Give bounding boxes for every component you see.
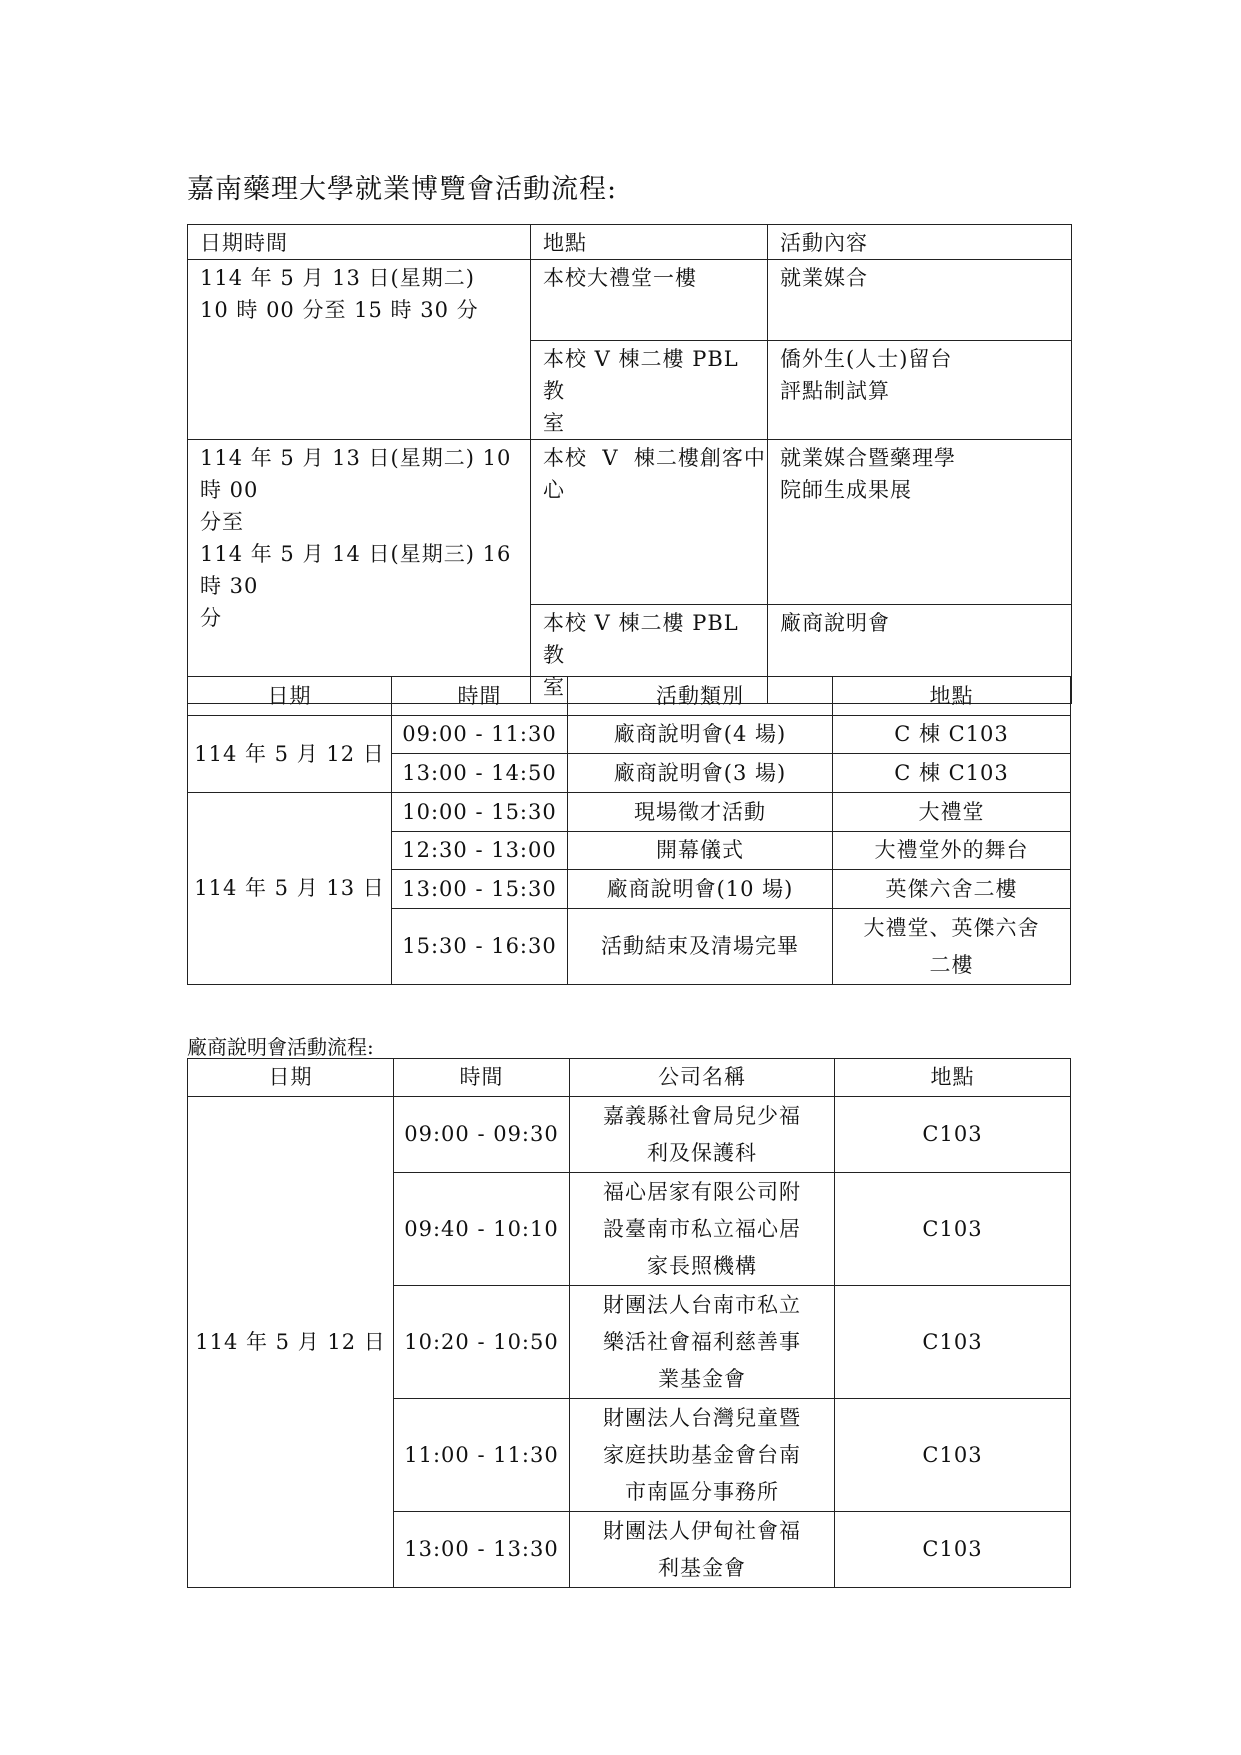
table-row — [188, 793, 1071, 832]
location-line: 二樓 — [929, 952, 974, 977]
time-cell: 10:00 - 15:30 — [392, 793, 568, 832]
table-header-row — [188, 677, 1071, 716]
datetime-line: 114 年 5 月 14 日(星期三) 16 時 30 — [200, 542, 512, 598]
type-cell: 活動結束及清場完畢 — [568, 909, 833, 985]
header-cell: 時間 — [394, 1059, 570, 1097]
datetime-line: 10 時 00 分至 15 時 30 分 — [200, 298, 479, 322]
header-cell: 活動類別 — [568, 677, 833, 716]
content-cell — [768, 341, 1072, 440]
company-presentation-table — [187, 1058, 1071, 1588]
location-cell: 大禮堂外的舞台 — [833, 832, 1071, 870]
content-line: 就業媒合暨藥理學 — [780, 446, 956, 470]
location-cell: C103 — [835, 1097, 1071, 1173]
header-cell: 地點 — [835, 1059, 1071, 1097]
company-line: 嘉義縣社會局兒少福 — [603, 1103, 801, 1128]
table-row — [188, 1097, 1071, 1173]
time-cell: 12:30 - 13:00 — [392, 832, 568, 870]
header-cell: 日期 — [188, 1059, 394, 1097]
location-line: 室 — [543, 411, 565, 435]
time-cell: 10:20 - 10:50 — [394, 1286, 570, 1399]
table-header-row — [188, 225, 1072, 260]
content-line: 僑外生(人士)留台 — [780, 347, 953, 371]
header-cell: 日期 — [188, 677, 392, 716]
datetime-line: 分至 — [200, 510, 244, 534]
section-subtitle: 廠商說明會活動流程: — [187, 1035, 374, 1059]
company-line: 設臺南市私立福心居 — [603, 1216, 801, 1241]
company-line: 市南區分事務所 — [625, 1479, 779, 1504]
type-cell: 廠商說明會(10 場) — [568, 870, 833, 909]
location-cell: 大禮堂 — [833, 793, 1071, 832]
type-cell: 現場徵才活動 — [568, 793, 833, 832]
type-cell: 開幕儀式 — [568, 832, 833, 870]
time-cell: 13:00 - 14:50 — [392, 754, 568, 793]
company-line: 福心居家有限公司附 — [603, 1179, 801, 1204]
location-cell: C103 — [835, 1512, 1071, 1588]
location-cell — [531, 260, 768, 341]
location-line: 本校 V 棟二樓 PBL 教 — [543, 347, 739, 403]
time-cell: 13:00 - 13:30 — [394, 1512, 570, 1588]
schedule-table-activities — [187, 676, 1071, 985]
company-line: 家庭扶助基金會台南 — [603, 1442, 801, 1467]
location-line: 本校大禮堂一樓 — [543, 266, 697, 290]
content-line: 院師生成果展 — [780, 478, 912, 502]
table-header-row — [188, 1059, 1071, 1097]
header-cell: 時間 — [392, 677, 568, 716]
content-line: 廠商說明會 — [780, 611, 890, 635]
header-cell: 日期時間 — [188, 225, 531, 260]
location-cell — [531, 440, 768, 605]
company-line: 財團法人台南市私立 — [603, 1292, 801, 1317]
type-cell: 廠商說明會(4 場) — [568, 716, 833, 754]
page-title: 嘉南藥理大學就業博覽會活動流程: — [187, 174, 618, 205]
company-line: 業基金會 — [658, 1366, 746, 1391]
table-row — [188, 716, 1071, 754]
time-cell: 11:00 - 11:30 — [394, 1399, 570, 1512]
time-cell: 09:40 - 10:10 — [394, 1173, 570, 1286]
content-cell — [768, 260, 1072, 341]
type-cell: 廠商說明會(3 場) — [568, 754, 833, 793]
location-line: 本校 V 棟二樓 PBL 教 — [543, 611, 739, 667]
location-cell: C103 — [835, 1286, 1071, 1399]
location-cell — [833, 909, 1071, 985]
location-line: 大禮堂、英傑六舍 — [863, 915, 1040, 940]
company-line: 利及保護科 — [647, 1140, 757, 1165]
company-line: 樂活社會福利慈善事 — [603, 1329, 801, 1354]
header-cell: 地點 — [833, 677, 1071, 716]
location-cell: C 棟 C103 — [833, 716, 1071, 754]
time-cell: 09:00 - 09:30 — [394, 1097, 570, 1173]
table-row — [188, 260, 1072, 341]
time-cell: 09:00 - 11:30 — [392, 716, 568, 754]
date-cell: 114 年 5 月 12 日 — [188, 716, 392, 793]
datetime-line: 分 — [200, 606, 222, 630]
company-line: 家長照機構 — [647, 1253, 757, 1278]
table-row — [188, 440, 1072, 605]
location-cell: C103 — [835, 1399, 1071, 1512]
header-cell: 公司名稱 — [570, 1059, 835, 1097]
location-line: 本校 V 棟二樓創客中 — [543, 446, 766, 470]
header-cell: 地點 — [531, 225, 768, 260]
company-cell — [570, 1173, 835, 1286]
header-cell: 活動內容 — [768, 225, 1072, 260]
schedule-table-datetime — [187, 224, 1072, 704]
datetime-line: 114 年 5 月 13 日(星期二) 10 時 00 — [200, 446, 512, 502]
datetime-line: 114 年 5 月 13 日(星期二) — [200, 266, 475, 290]
content-cell — [768, 440, 1072, 605]
datetime-cell — [188, 260, 531, 440]
content-line: 評點制試算 — [780, 379, 890, 403]
company-cell — [570, 1286, 835, 1399]
location-cell — [531, 341, 768, 440]
date-cell: 114 年 5 月 12 日 — [188, 1097, 394, 1588]
company-line: 利基金會 — [658, 1555, 746, 1580]
company-cell — [570, 1512, 835, 1588]
company-line: 財團法人台灣兒童暨 — [603, 1405, 801, 1430]
company-cell — [570, 1097, 835, 1173]
location-cell: 英傑六舍二樓 — [833, 870, 1071, 909]
content-line: 就業媒合 — [780, 266, 868, 290]
company-cell — [570, 1399, 835, 1512]
datetime-cell — [188, 440, 531, 704]
time-cell: 13:00 - 15:30 — [392, 870, 568, 909]
time-cell: 15:30 - 16:30 — [392, 909, 568, 985]
date-cell: 114 年 5 月 13 日 — [188, 793, 392, 985]
location-line: 心 — [543, 478, 565, 502]
location-line: 室 — [543, 675, 565, 699]
company-line: 財團法人伊甸社會福 — [603, 1518, 801, 1543]
location-cell: C103 — [835, 1173, 1071, 1286]
location-cell: C 棟 C103 — [833, 754, 1071, 793]
